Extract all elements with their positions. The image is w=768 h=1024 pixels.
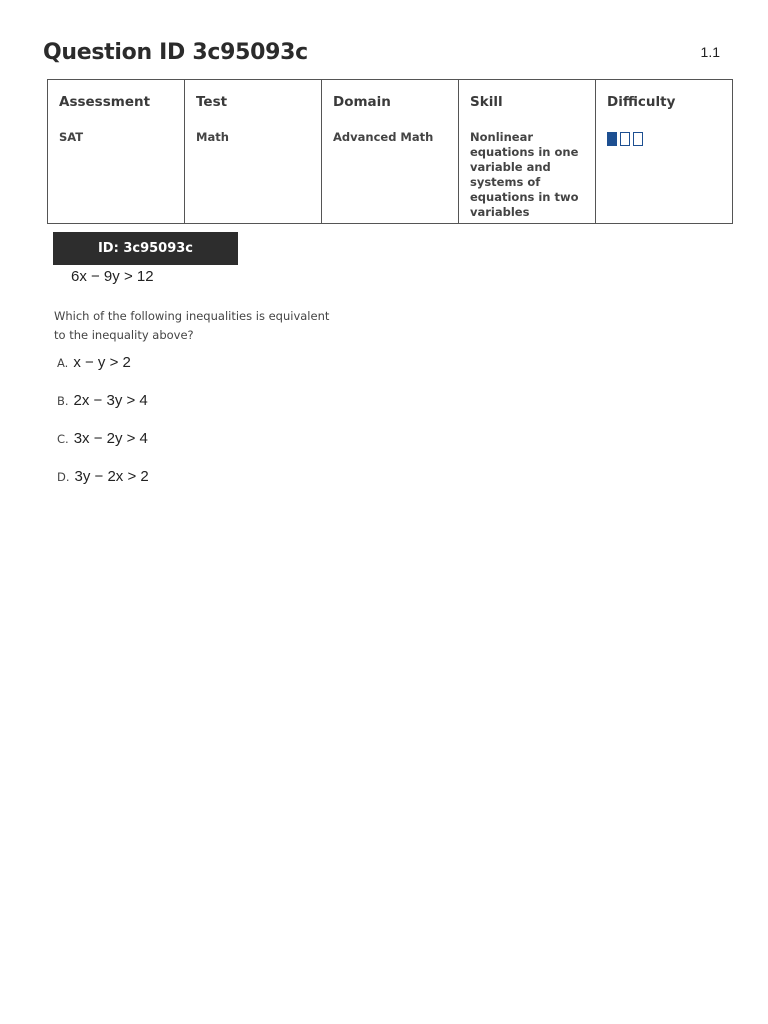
domain-cell [322, 80, 459, 224]
skill-cell [459, 80, 596, 224]
choice-c-letter: C. [57, 432, 69, 446]
assessment-cell [48, 80, 185, 224]
difficulty-cell [596, 80, 733, 224]
skill-heading: Skill [470, 94, 503, 110]
choice-a[interactable] [57, 354, 131, 371]
question-id-banner: ID: 3c95093c [53, 232, 238, 265]
difficulty-heading: Difficulty [607, 94, 676, 110]
choice-a-expression: x − y > 2 [73, 354, 131, 371]
difficulty-filled-box [607, 132, 617, 146]
difficulty-empty-box [633, 132, 643, 146]
skill-value: Nonlinear equations in one variable and systems of equations in two variables [470, 130, 579, 219]
page-title: Question ID 3c95093c [43, 40, 308, 65]
test-heading: Test [196, 94, 228, 110]
question-prompt: Which of the following inequalities is equivalent to the inequality above? [54, 309, 330, 342]
stem-equation: 6x − 9y > 12 [71, 268, 154, 285]
page-number: 1.1 [700, 44, 720, 60]
choice-d-letter: D. [57, 470, 70, 484]
assessment-value: SAT [59, 130, 84, 144]
difficulty-empty-box [620, 132, 630, 146]
choice-d[interactable] [57, 468, 149, 485]
domain-value: Advanced Math [333, 130, 434, 144]
question-metadata-table [47, 79, 733, 224]
test-cell [185, 80, 322, 224]
test-value: Math [196, 130, 229, 144]
domain-heading: Domain [333, 94, 391, 110]
choice-d-expression: 3y − 2x > 2 [74, 468, 149, 485]
difficulty-indicator [607, 132, 720, 146]
choice-c-expression: 3x − 2y > 4 [73, 430, 148, 447]
choice-b[interactable] [57, 392, 148, 409]
choice-a-letter: A. [57, 356, 69, 370]
choice-b-letter: B. [57, 394, 69, 408]
choice-c[interactable] [57, 430, 148, 447]
assessment-heading: Assessment [59, 94, 151, 110]
choice-b-expression: 2x − 3y > 4 [73, 392, 148, 409]
